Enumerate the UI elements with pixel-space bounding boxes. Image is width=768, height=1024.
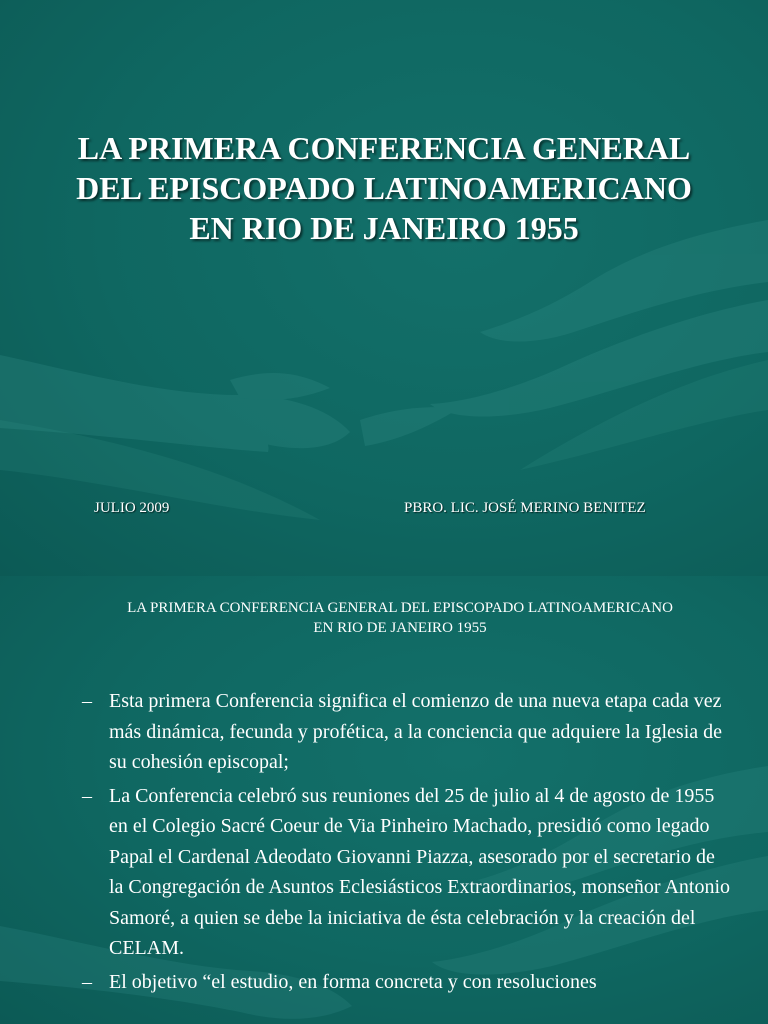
presentation-date: JULIO 2009 — [94, 500, 170, 516]
bullet-list — [82, 686, 732, 1000]
list-item — [82, 781, 732, 964]
presentation-title: LA PRIMERA CONFERENCIA GENERAL DEL EPISCOPADO LATINOAMERICANO EN RIO DE JANEIRO 1955 — [76, 130, 692, 246]
dash-bullet-icon: – — [82, 784, 92, 807]
slide-content — [0, 576, 768, 1024]
slide-heading: LA PRIMERA CONFERENCIA GENERAL DEL EPISCOPADO LATINOAMERICANO EN RIO DE JANEIRO 1955 — [127, 600, 673, 636]
dash-bullet-icon: – — [82, 970, 92, 993]
list-item — [82, 686, 732, 778]
dash-bullet-icon: – — [82, 690, 92, 712]
list-item — [82, 967, 732, 998]
presentation-author: PBRO. LIC. JOSÉ MERINO BENITEZ — [404, 500, 646, 516]
bullet-text: El objetivo “el estudio, en forma concreta y con resoluciones — [109, 970, 597, 993]
bullet-text: Esta primera Conferencia significa el comienzo de una nueva etapa cada vez más dinámica, fecunda y profética, a la conciencia que adquiere la Iglesia de su cohesión episcopal; — [109, 690, 723, 773]
bullet-text: La Conferencia celebró sus reuniones del 25 de julio al 4 de agosto de 1955 en el Colegio Sacré Coeur de Via Pinheiro Machado, presidió como legado Papal el Cardenal Adeodato Giovanni Piazza, asesorado por el secretario de la Congregación de Asuntos Eclesiásticos Extraordinarios, monseñor Antonio Samoré, a quien se debe la iniciativa de ésta celebración y la creación del CELAM. — [109, 784, 730, 959]
